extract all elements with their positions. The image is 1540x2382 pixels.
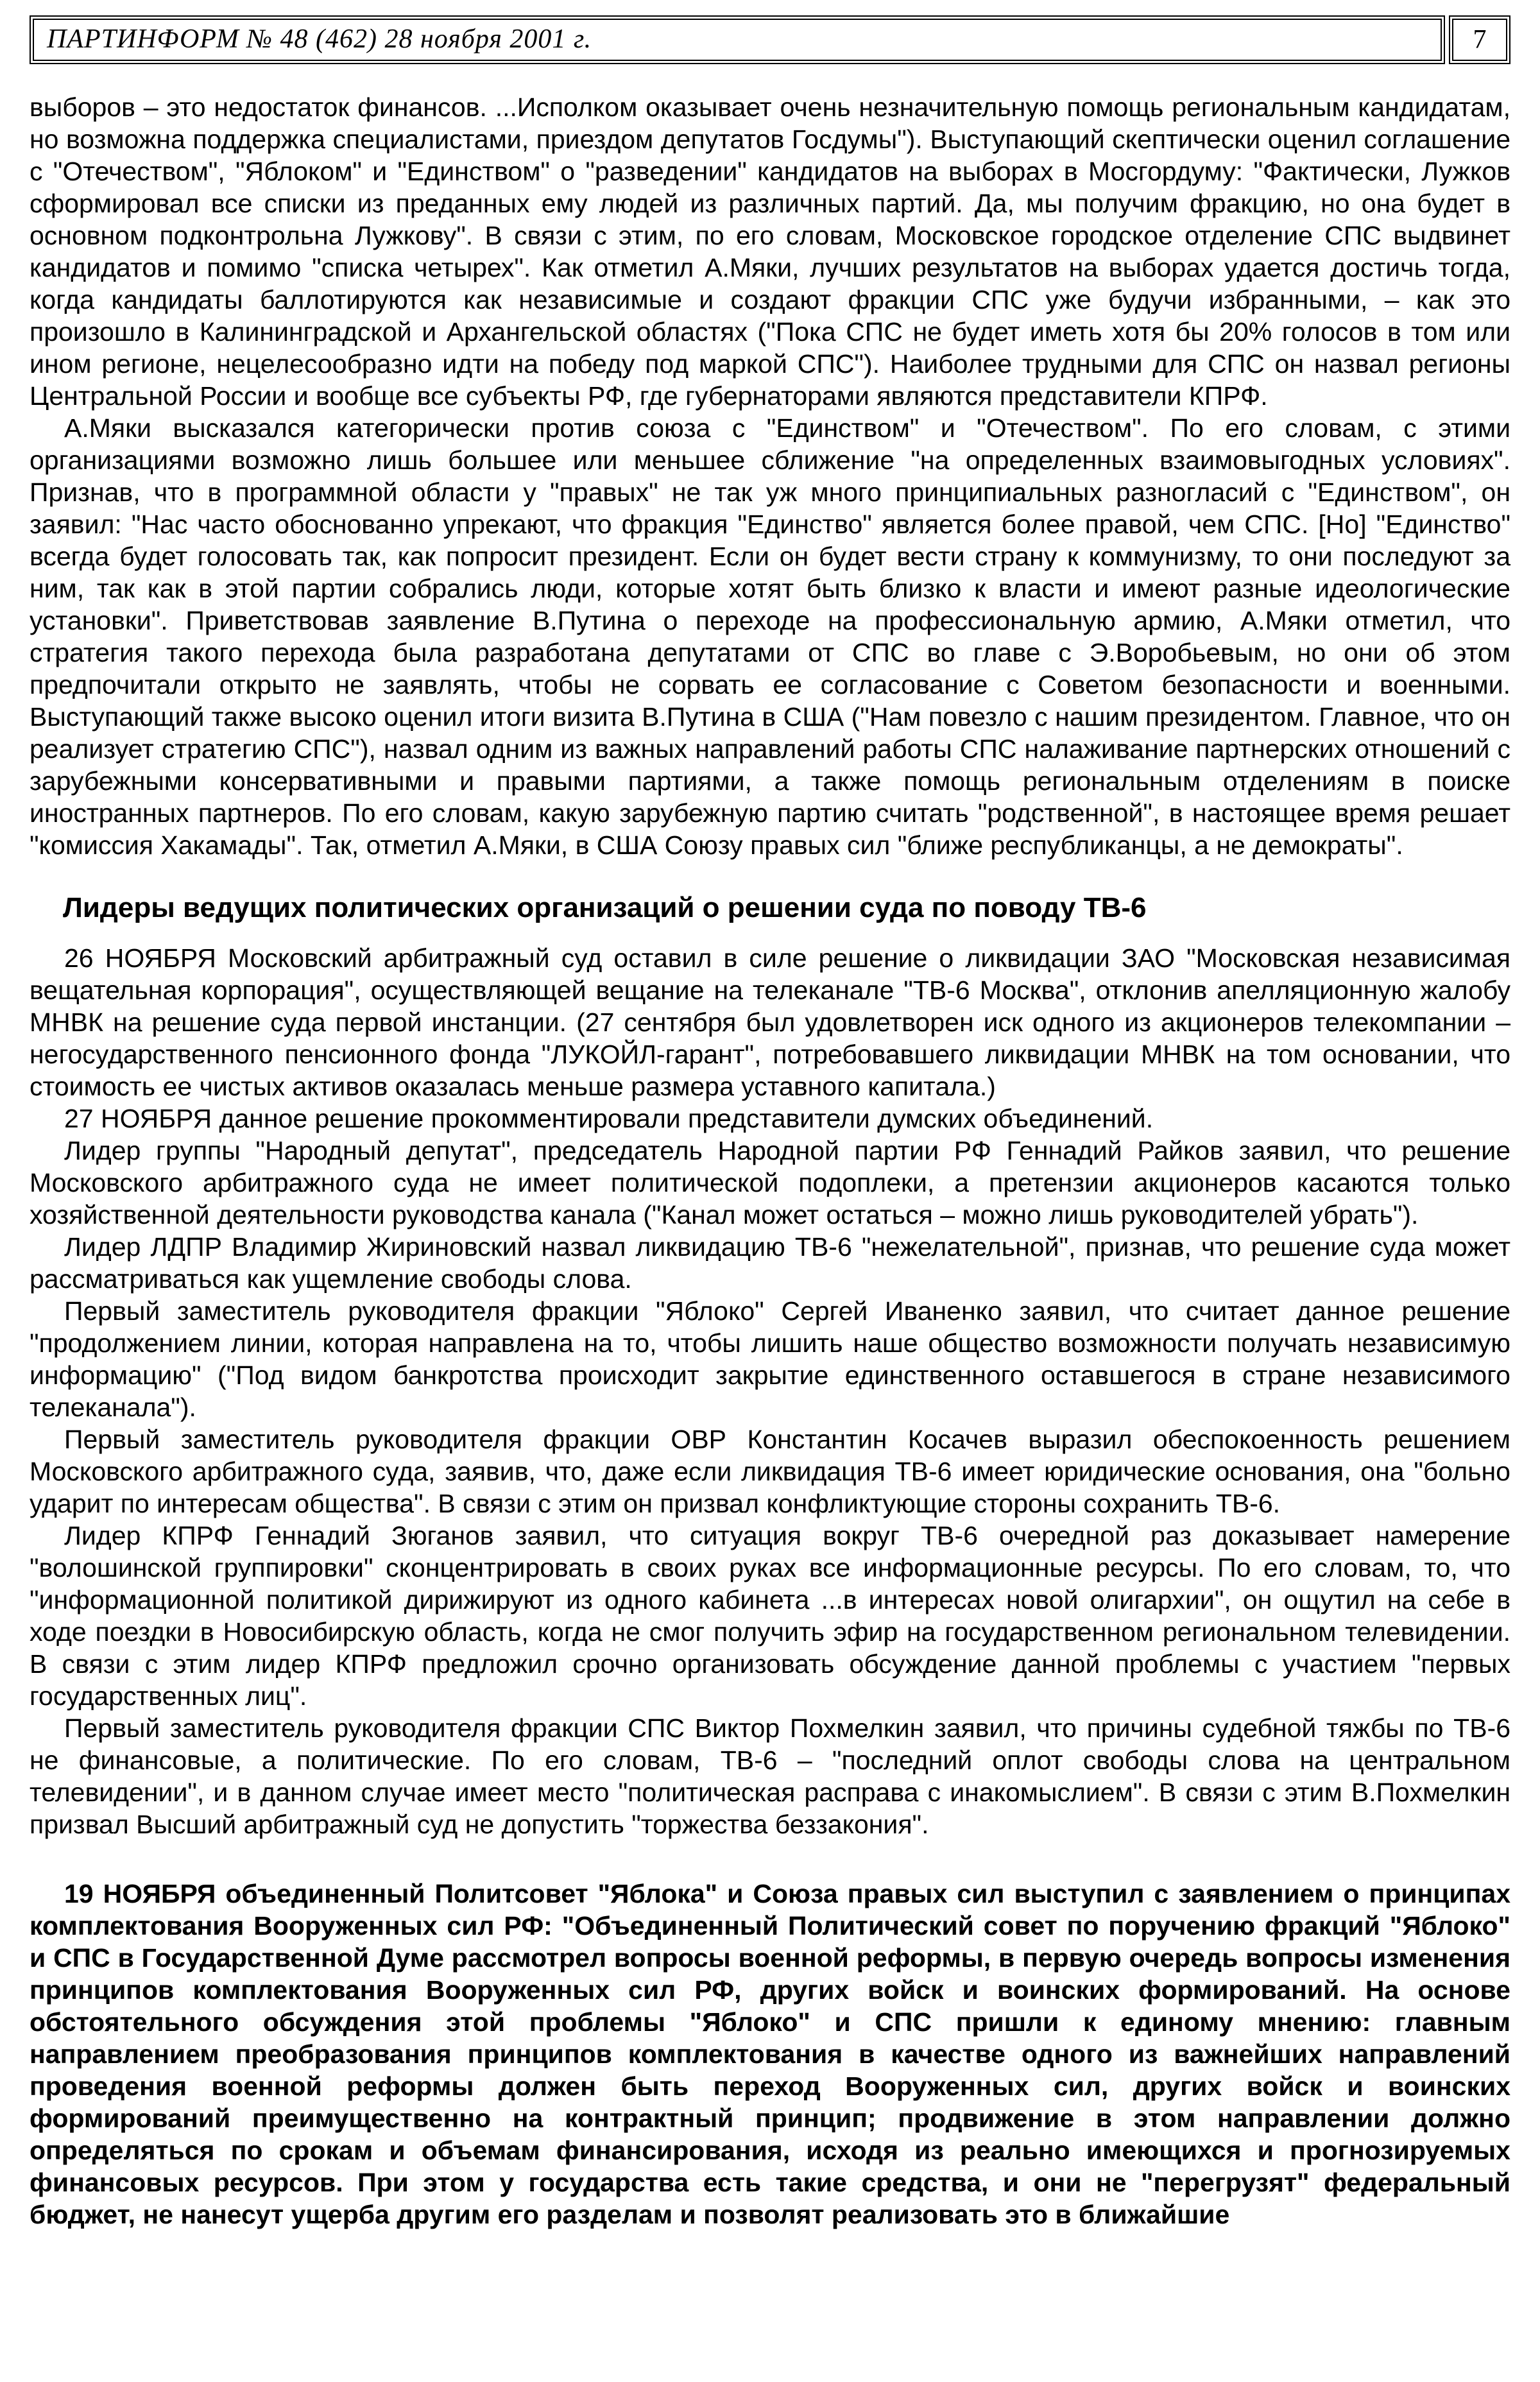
paragraph-pokhmelkin: Первый заместитель руководителя фракции СПС Виктор Похмелкин заявил, что причины судебной тяжбы по ТВ-6 не финансовые, а политические. По его словам, ТВ-6 – "последний оплот свободы слова на центральном телевидении", и в данном случае имеет место "политическая расправа с инакомыслием". В связи с этим В.Похмелкин призвал Высший арбитражный суд не допустить "торжества беззакония". <box>30 1713 1510 1839</box>
paragraph-raikov: Лидер группы "Народный депутат", председатель Народной партии РФ Геннадий Райков заявил, что решение Московского арбитражного суда не имеет политической подоплеки, а претензии акционеров касаются только хозяйственной деятельности руководства канала ("Канал может остаться – можно лишь руководителей убрать"). <box>30 1136 1510 1230</box>
page-header <box>30 15 1510 64</box>
paragraph-zhirinovsky: Лидер ЛДПР Владимир Жириновский назвал ликвидацию ТВ-6 "нежелательной", признав, что решение суда может рассматриваться как ущемление свободы слова. <box>30 1232 1510 1294</box>
page-number-box <box>1449 15 1510 64</box>
paragraph-27-november: 27 НОЯБРЯ данное решение прокомментировали представители думских объединений. <box>64 1104 1154 1133</box>
article-body <box>30 64 1510 2231</box>
paragraph-26-november: 26 НОЯБРЯ Московский арбитражный суд оставил в силе решение о ликвидации ЗАО "Московская независимая вещательная корпорация", осуществляющей вещание на телеканале "ТВ-6 Москва", отклонив апелляционную жалобу МНВК на решение суда первой инстанции. (27 сентября был удовлетворен иск одного из акционеров телекомпании – негосударственного пенсионного фонда "ЛУКОЙЛ-гарант", потребовавшего ликвидации МНВК на том основании, что стоимость ее чистых активов оказалась меньше размера уставного капитала.) <box>30 943 1510 1101</box>
paragraph-zyuganov: Лидер КПРФ Геннадий Зюганов заявил, что ситуация вокруг ТВ-6 очередной раз доказывает намерение "волошинской группировки" сконцентрировать в своих руках все информационные ресурсы. По его словам, то, что "информационной политикой дирижируют из одного кабинета ...в интересах новой олигархии", он ощутил на себе в ходе поездки в Новосибирскую область, когда не смог получить эфир на государственном региональном телевидении. В связи с этим лидер КПРФ предложил срочно организовать обсуждение данной проблемы с участием "первых государственных лиц". <box>30 1521 1510 1711</box>
paragraph-continuation: выборов – это недостаток финансов. ...Исполком оказывает очень незначительную помощь региональным кандидатам, но возможна поддержка специалистами, приездом депутатов Госдумы"). Выступающий скептически оценил соглашение с "Отечеством", "Яблоком" и "Единством" о "разведении" кандидатов на выборах в Мосгордуму: "Фактически, Лужков сформировал все списки из преданных ему людей из различных партий. Да, мы получим фракцию, но она будет в основном подконтрольна Лужкову". В связи с этим, по его словам, Московское городское отделение СПС выдвинет кандидатов и помимо "списка четырех". Как отметил А.Мяки, лучших результатов на выборах удается достичь тогда, когда кандидаты баллотируются как независимые и создают фракции СПС уже будучи избранными, – как это произошло в Калининградской и Архангельской областях ("Пока СПС не будет иметь хотя бы 20% голосов в том или ином регионе, нецелесообразно идти на победу под маркой СПС"). Наиболее трудными для СПС он назвал регионы Центральной России и вообще все субъекты РФ, где губернаторами являются представители КПРФ. <box>30 92 1510 411</box>
newsletter-title-box <box>30 15 1445 64</box>
paragraph-myaki: А.Мяки высказался категорически против союза с "Единством" и "Отечеством". По его словам, с этими организациями возможно лишь большее или меньшее сближение "на определенных взаимовыгодных условиях". Признав, что в программной области у "правых" не так уж много принципиальных разногласий с "Единством", он заявил: "Нас часто обоснованно упрекают, что фракция "Единство" является более правой, чем СПС. [Но] "Единство" всегда будет голосовать так, как попросит президент. Если он будет вести страну к коммунизму, то они последуют за ним, так как в этой партии собрались люди, которые хотят быть близко к власти и имеют разные идеологические установки". Приветствовав заявление В.Путина о переходе на профессиональную армию, А.Мяки отметил, что стратегия такого перехода была разработана депутатами от СПС во главе с Э.Воробьевым, но они об этом предпочитали открыто не заявлять, чтобы не сорвать ее согласование с Советом безопасности и военными. Выступающий также высоко оценил итоги визита В.Путина в США ("Нам повезло с нашим президентом. Главное, что он реализует стратегию СПС"), назвал одним из важных направлений работы СПС налаживание партнерских отношений с зарубежными консервативными и правыми партиями, а также помощь региональным отделениям в поиске иностранных партнеров. По его словам, какую зарубежную партию считать "родственной", в настоящее время решает "комиссия Хакамады". Так, отметил А.Мяки, в США Союзу правых сил "ближе республиканцы, а не демократы". <box>30 413 1510 860</box>
paragraph-ivanenko: Первый заместитель руководителя фракции "Яблоко" Сергей Иваненко заявил, что считает данное решение "продолжением линии, которая направлена на то, чтобы лишить наше общество возможности получать независимую информацию" ("Под видом банкротства происходит закрытие единственного оставшегося в стране независимого телеканала"). <box>30 1296 1510 1422</box>
section-heading-tv6: Лидеры ведущих политических организаций о решении суда по поводу ТВ-6 <box>63 892 1147 923</box>
paragraph-kosachev: Первый заместитель руководителя фракции ОВР Константин Косачев выразил обеспокоенность решением Московского арбитражного суда, заявив, что, даже если ликвидация ТВ-6 имеет юридические основания, она "больно ударит по интересам общества". В связи с этим он призвал конфликтующие стороны сохранить ТВ-6. <box>30 1425 1510 1518</box>
page-number: 7 <box>1473 25 1487 55</box>
paragraph-19-november-bold: 19 НОЯБРЯ объединенный Политсовет "Яблока" и Союза правых сил выступил с заявлением о принципах комплектования Вооруженных сил РФ: "Объединенный Политический совет по поручению фракций "Яблоко" и СПС в Государственной Думе рассмотрел вопросы военной реформы, в первую очередь вопросы изменения принципов комплектования Вооруженных сил РФ, других войск и воинских формирований. На основе обстоятельного обсуждения этой проблемы "Яблоко" и СПС пришли к единому мнению: главным направлением преобразования принципов комплектования в качестве одного из важнейших направлений проведения военной реформы должен быть переход Вооруженных сил, других войск и воинских формирований преимущественно на контрактный принцип; продвижение в этом направлении должно определяться по срокам и объемам финансирования, исходя из реально имеющихся и прогнозируемых финансовых ресурсов. При этом у государства есть такие средства, и они не "перегрузят" федеральный бюджет, не нанесут ущерба другим его разделам и позволят реализовать это в ближайшие <box>30 1879 1510 2229</box>
newsletter-title: ПАРТИНФОРМ № 48 (462) 28 ноября 2001 г. <box>47 24 592 54</box>
